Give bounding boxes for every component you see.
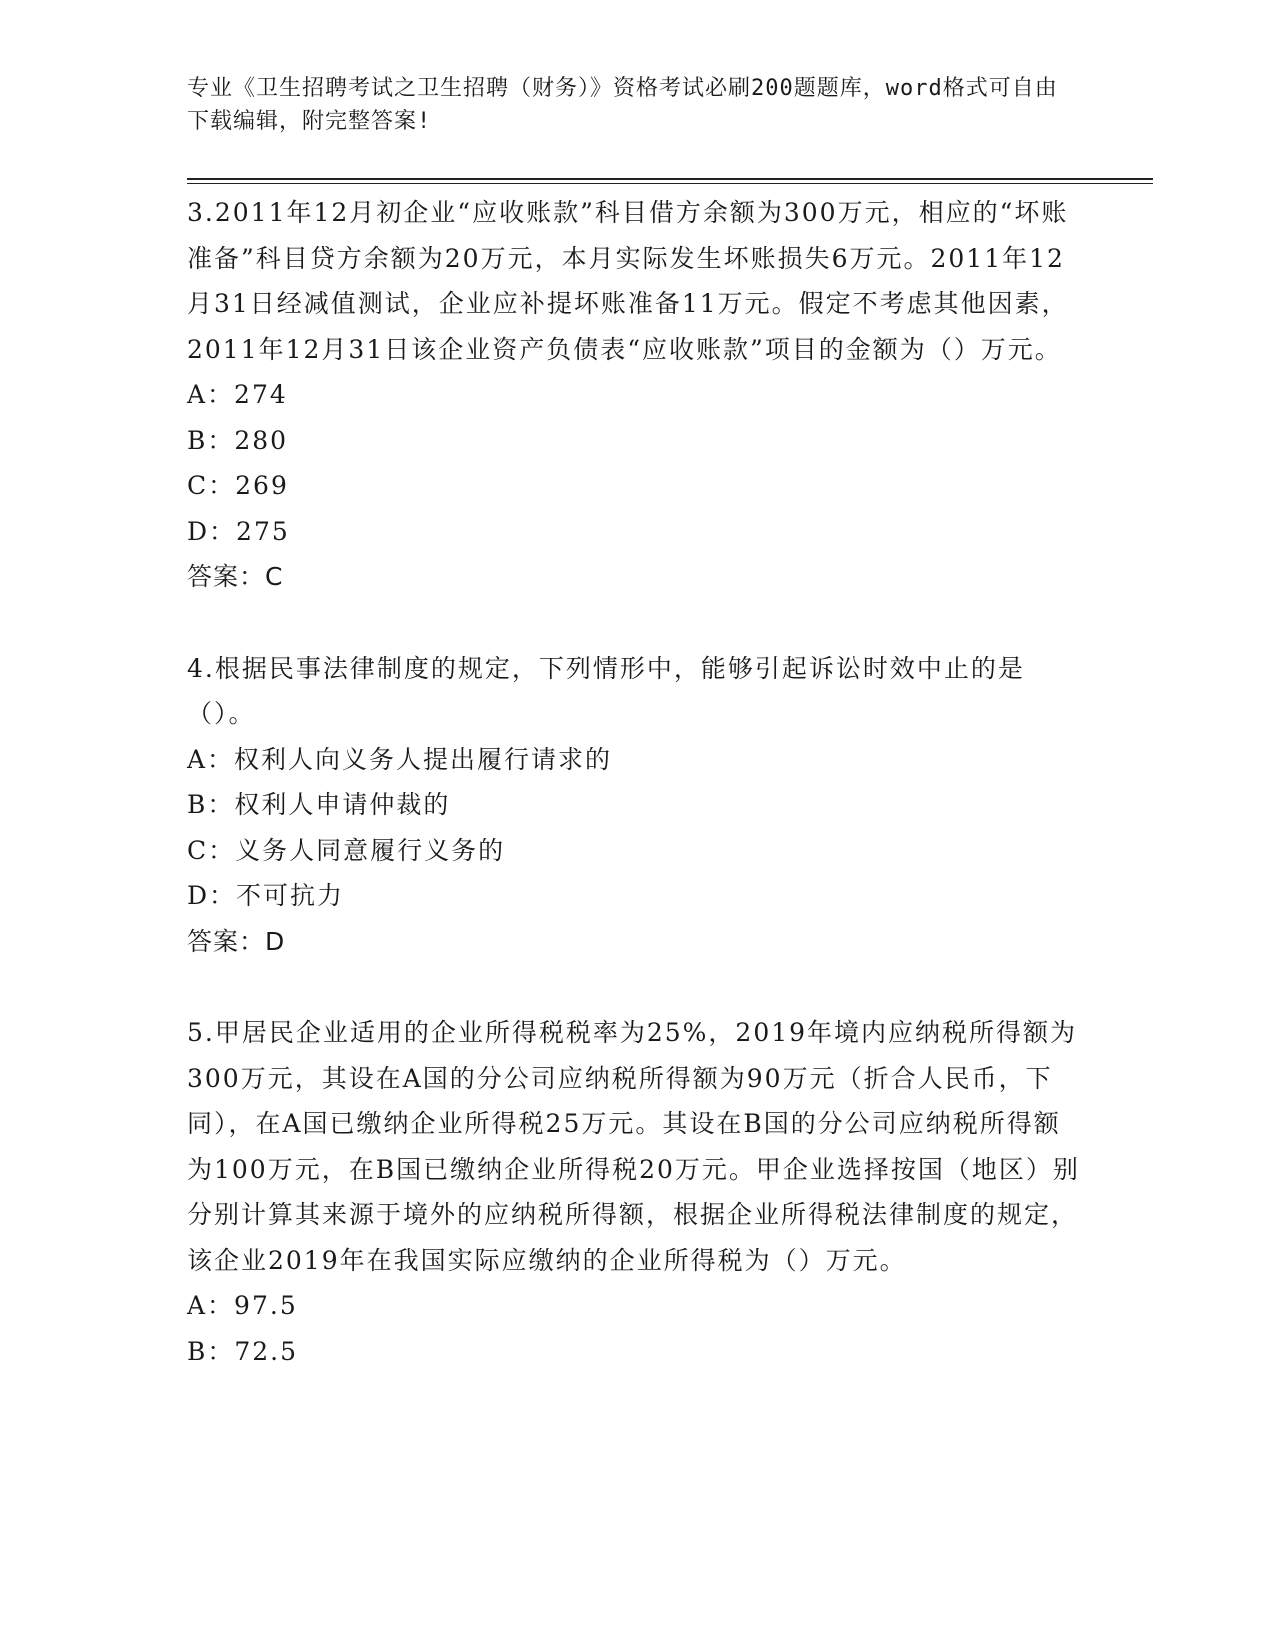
spacer: [187, 964, 1087, 1010]
question-3: [187, 190, 1087, 600]
option-c: C：269: [187, 471, 289, 500]
option-a: A：274: [187, 380, 288, 409]
answer-line: 答案：C: [187, 562, 284, 591]
question-4: [187, 646, 1087, 965]
spacer: [187, 600, 1087, 646]
document-header: 专业《卫生招聘考试之卫生招聘（财务）》资格考试必刷200题题库，word格式可自由下载编辑，附完整答案!: [187, 76, 1058, 134]
option-a: A：权利人向义务人提出履行请求的: [187, 744, 613, 774]
question-5: [187, 1010, 1087, 1374]
option-b: B：权利人申请仲裁的: [187, 790, 451, 819]
question-text: 5.甲居民企业适用的企业所得税税率为25%，2019年境内应纳税所得额为300万元，其设在A国的分公司应纳税所得额为90万元（折合人民币，下同），在A国已缴纳企业所得税25万元。其设在B国的分公司应纳税所得额为100万元，在B国已缴纳企业所得税20万元。甲企业选择按国（地区）别分别计算其来源于境外的应纳税所得额，根据企业所得税法律制度的规定，该企业2019年在我国实际应缴纳的企业所得税为（）万元。: [187, 1018, 1080, 1275]
option-c: C：义务人同意履行义务的: [187, 835, 506, 865]
question-list: [187, 190, 1087, 1374]
option-a: A：97.5: [187, 1291, 298, 1320]
question-text: 3.2011年12月初企业“应收账款”科目借方余额为300万元，相应的“坏账准备”科目贷方余额为20万元，本月实际发生坏账损失6万元。2011年12月31日经减值测试，企业应补提坏账准备11万元。假定不考虑其他因素，2011年12月31日该企业资产负债表“应收账款”项目的金额为（）万元。: [187, 198, 1069, 364]
header-divider-thick: [187, 178, 1153, 180]
answer-line: 答案：D: [187, 926, 286, 956]
header-divider-thin: [187, 183, 1153, 184]
question-text: 4.根据民事法律制度的规定，下列情形中，能够引起诉讼时效中止的是（）。: [187, 653, 1025, 728]
option-d: D：275: [187, 516, 290, 546]
option-b: B：280: [187, 425, 289, 455]
option-d: D：不可抗力: [187, 881, 345, 910]
option-b: B：72.5: [187, 1336, 299, 1366]
